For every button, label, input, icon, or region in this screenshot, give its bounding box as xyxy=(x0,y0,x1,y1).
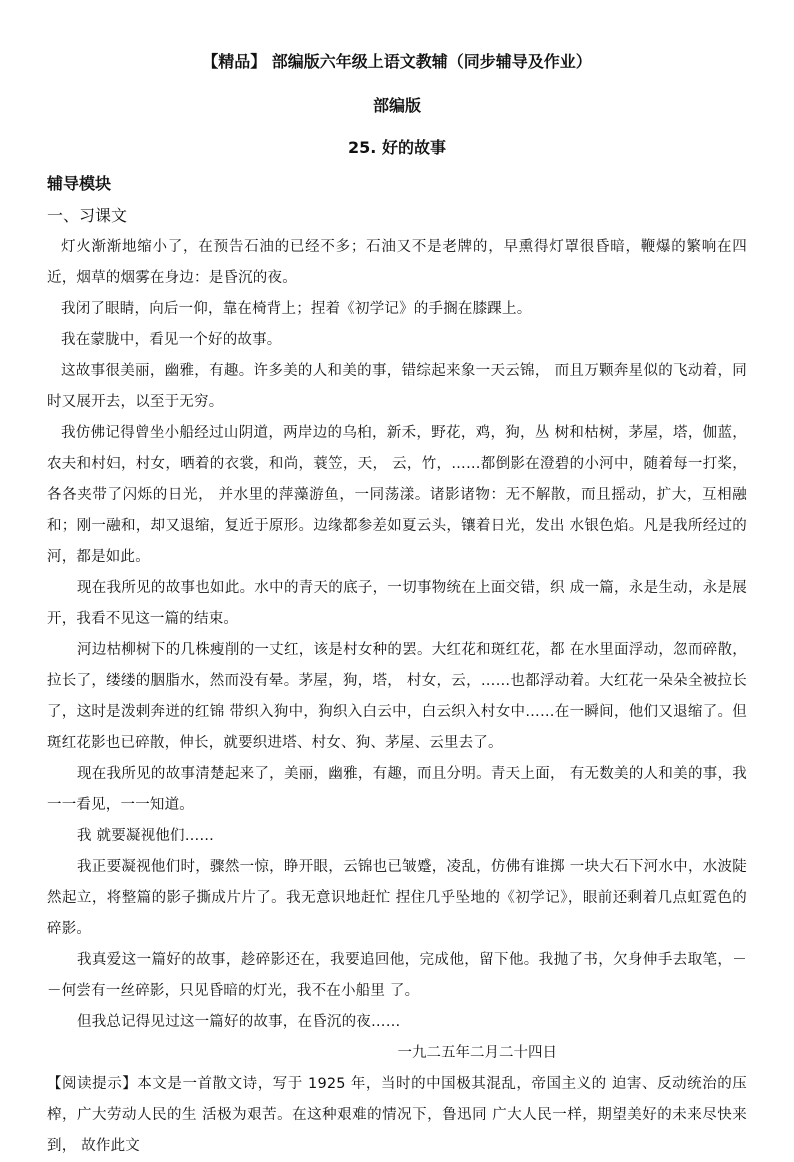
paragraph: 现在我所见的故事清楚起来了，美丽，幽雅，有趣，而且分明。青天上面， 有无数美的人和美的事，我一一看见，一一知道。 xyxy=(47,766,747,813)
paragraph: 灯火渐渐地缩小了，在预告石油的已经不多；石油又不是老牌的，早熏得灯罩很昏暗，鞭爆的繁响在四近，烟草的烟雾在身边：是昏沉的夜。 xyxy=(47,239,747,286)
part-heading: 一、习课文 xyxy=(47,206,128,225)
document-title: 【精品】 部编版六年级上语文教辅（同步辅导及作业） xyxy=(202,52,592,71)
paragraph: 我正要凝视他们时，骤然一惊，睁开眼，云锦也已皱蹙，凌乱，仿佛有谁掷 一块大石下河水中，水波陡然起立，将整篇的影子撕成片片了。我无意识地赶忙 捏住几乎坠地的《初学记》，眼前还剩着几点虹霓色的碎影。 xyxy=(47,859,747,937)
paragraph: 现在我所见的故事也如此。水中的青天的底子，一切事物统在上面交错，织 成一篇，永是生动，永是展开，我看不见这一篇的结束。 xyxy=(47,580,747,627)
lesson-heading: 25. 好的故事 xyxy=(348,138,446,157)
edition-heading: 部编版 xyxy=(372,96,421,115)
paragraph: 我仿佛记得曾坐小船经过山阴道，两岸边的乌桕，新禾，野花，鸡，狗，丛 树和枯树，茅屋，塔，伽蓝，农夫和村妇，村女，晒着的衣裳，和尚，蓑笠，天， 云，竹，……都倒影在澄碧的小河中，随着每一打桨，各各夹带了闪烁的日光， 并水里的萍藻游鱼，一同荡漾。诸影诸物：无不解散，而且摇动，扩大，互相融和；刚一融和，却又退缩，复近于原形。边缘都参差如夏云头，镶着日光，发出 水银色焰。凡是我所经过的河，都是如此。 xyxy=(47,425,747,565)
article-body xyxy=(47,232,747,1162)
paragraph: 我 就要凝视他们…… xyxy=(77,828,215,844)
paragraph: 我真爱这一篇好的故事，趁碎影还在，我要追回他，完成他，留下他。我抛了书，欠身伸手去取笔，－－何尝有一丝碎影，只见昏暗的灯光，我不在小船里 了。 xyxy=(47,952,747,999)
paragraph: 河边枯柳树下的几株瘦削的一丈红，该是村女种的罢。大红花和斑红花，都 在水里面浮动，忽而碎散，拉长了，缕缕的胭脂水，然而没有晕。茅屋，狗，塔， 村女，云，……也都浮动着。大红花一朵朵全被拉长了，这时是泼剌奔迸的红锦 带织入狗中，狗织入白云中，白云织入村女中……在一瞬间，他们又退缩了。但 斑红花影也已碎散，伸长，就要织进塔、村女、狗、茅屋、云里去了。 xyxy=(47,642,747,751)
date-line: 一九二五年二月二十四日 xyxy=(397,1045,557,1061)
module-heading: 辅导模块 xyxy=(47,174,112,193)
reading-tip: 【阅读提示】本文是一首散文诗，写于 1925 年，当时的中国极其混乱，帝国主义的 迫害、反动统治的压榨，广大劳动人民的生 活极为艰苦。在这种艰难的情况下，鲁迅同 广大人民一样，期望美好的未来尽快来到， 故作此文 xyxy=(47,1076,747,1154)
paragraph: 我在蒙胧中，看见一个好的故事。 xyxy=(61,332,282,348)
paragraph: 但我总记得见过这一篇好的故事，在昏沉的夜…… xyxy=(77,1014,401,1030)
paragraph: 我闭了眼睛，向后一仰，靠在椅背上；捏着《初学记》的手搁在膝踝上。 xyxy=(61,301,532,317)
paragraph: 这故事很美丽，幽雅，有趣。许多美的人和美的事，错综起来象一天云锦， 而且万颗奔星似的飞动着，同时又展开去，以至于无穷。 xyxy=(47,363,747,410)
